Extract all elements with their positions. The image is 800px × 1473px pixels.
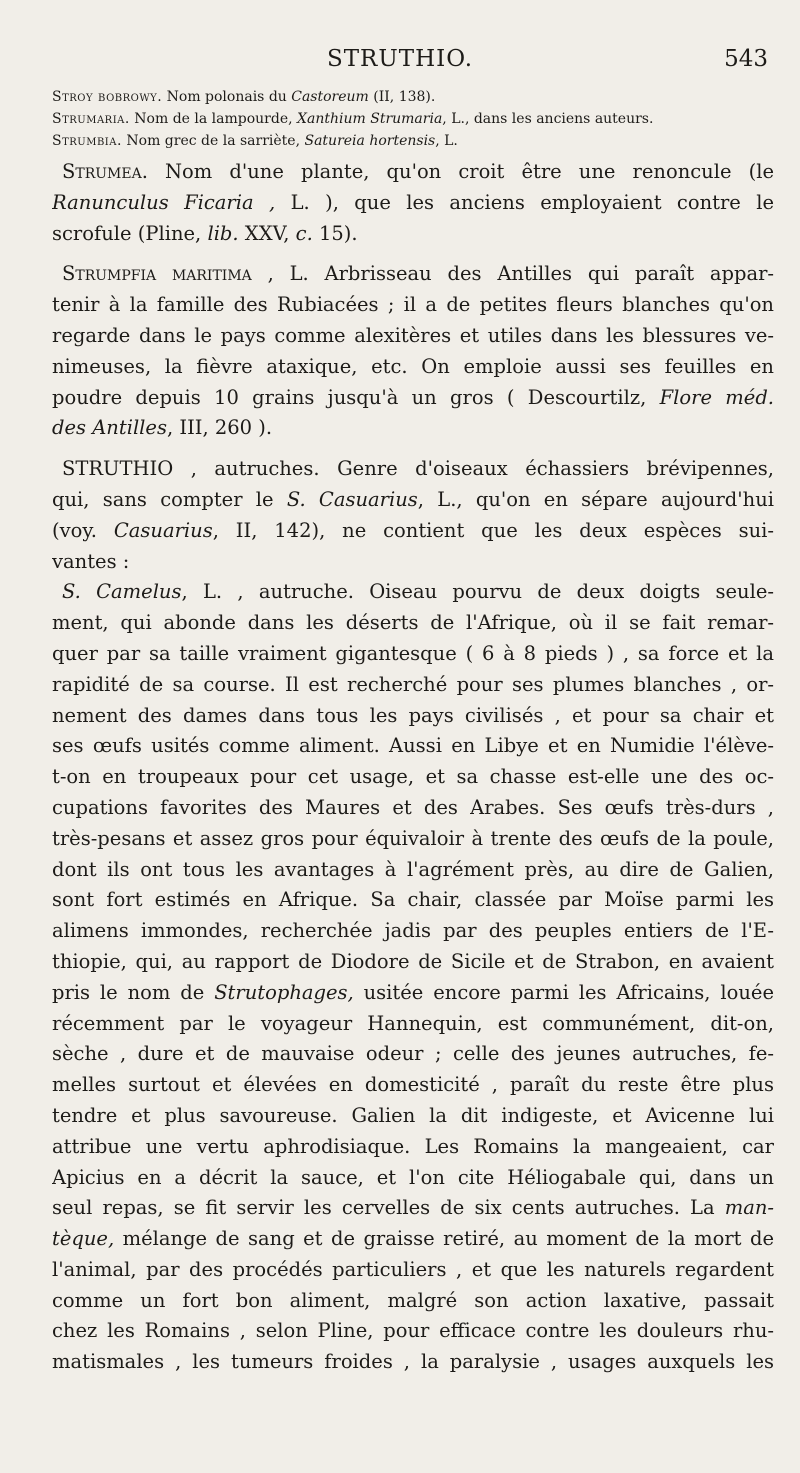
running-title: STRUTHIO. [326, 46, 474, 72]
text-line: ses œufs usités comme aliment. Aussi en Libye et en Numidie l'élève- [52, 734, 774, 758]
entry-ref: , L. [435, 133, 458, 149]
entry-text: Nom de la lampourde, [129, 111, 298, 127]
text-line: qui, sans compter le S. Casuarius, L., qu'on en sépare aujourd'hui [52, 487, 774, 511]
text-line: des Antilles, III, 260 ). [52, 416, 273, 440]
entry-term: Strumaria. [52, 111, 130, 127]
text-line: S. Camelus, L. , autruche. Oiseau pourvu de deux doigts seule- [62, 580, 774, 604]
text-line: quer par sa taille vraiment gigantesque ( 6 à 8 pieds ) , sa force et la [52, 641, 774, 665]
text-line-struthio-heading: STRUTHIO , autruches. Genre d'oiseaux échassiers brévipennes, [62, 457, 774, 481]
dictionary-entry-strumaria [52, 110, 772, 129]
page-header [0, 46, 800, 80]
text-line: sèche , dure et de mauvaise odeur ; celle des jeunes autruches, fe- [52, 1042, 774, 1066]
text-line: rapidité de sa course. Il est recherché pour ses plumes blanches , or- [52, 672, 774, 696]
text-line: tendre et plus savoureuse. Galien la dit indigeste, et Avicenne lui [52, 1103, 774, 1127]
text-line: l'animal, par des procédés particuliers , et que les naturels regardent [52, 1257, 774, 1281]
entry-term-strumea: Strumea. [62, 160, 148, 183]
text-line: thiopie, qui, au rapport de Diodore de Sicile et de Strabon, en avaient [52, 949, 774, 973]
text-line: Strumpfia maritima , L. Arbrisseau des Antilles qui paraît appar- [62, 262, 774, 286]
text-line: pris le nom de Strutophages, usitée encore parmi les Africains, louée [52, 980, 774, 1004]
entry-latin: Satureia hortensis [304, 133, 436, 149]
entry-term: Stroy bobrowy. [52, 89, 163, 105]
text-line: attribue une vertu aphrodisiaque. Les Romains la mangeaient, car [52, 1134, 774, 1158]
main-text [52, 157, 774, 1378]
text-line: très-pesans et assez gros pour équivaloir à trente des œufs de la poule, [52, 826, 774, 850]
text-line: poudre depuis 10 grains jusqu'à un gros ( Descourtilz, Flore méd. [52, 385, 774, 409]
text-line: scrofule (Pline, lib. XXV, c. 15). [52, 221, 358, 245]
dictionary-entry-stroy-bobrowy [52, 88, 772, 107]
text-line: sont fort estimés en Afrique. Sa chair, classée par Moïse parmi les [52, 888, 774, 912]
entry-term: Strumbia. [52, 133, 122, 149]
dictionary-entry-strumbia [52, 132, 772, 151]
text-line: matismales , les tumeurs froides , la paralysie , usages auxquels les [52, 1350, 774, 1374]
text-line: melles surtout et élevées en domesticité , paraît du reste être plus [52, 1073, 774, 1097]
text-line: comme un fort bon aliment, malgré son action laxative, passait [52, 1288, 774, 1312]
text-line: Strumea. Nom d'une plante, qu'on croit être une renoncule (le [62, 160, 774, 183]
text-line: Ranunculus Ficaria , L. ), que les anciens employaient contre le [52, 190, 774, 214]
text-line: récemment par le voyageur Hannequin, est communément, dit-on, [52, 1011, 774, 1035]
entry-ref: (II, 138). [368, 89, 436, 105]
text-line: nement des dames dans tous les pays civilisés , et pour sa chair et [52, 703, 774, 727]
text-line: (voy. Casuarius, II, 142), ne contient que les deux espèces sui- [52, 518, 774, 542]
entry-term-strumpfia: Strumpfia maritima [62, 262, 252, 286]
entry-ref: , L., dans les anciens auteurs. [442, 111, 654, 127]
text-line: tenir à la famille des Rubiacées ; il a de petites fleurs blanches qu'on [52, 293, 774, 317]
text-line: ment, qui abonde dans les déserts de l'Afrique, où il se fait remar- [52, 611, 774, 635]
page-number: 543 [724, 46, 768, 72]
text-line: cupations favorites des Maures et des Arabes. Ses œufs très-durs , [52, 795, 774, 819]
text-line: Apicius en a décrit la sauce, et l'on cite Héliogabale qui, dans un [52, 1165, 774, 1189]
entry-latin: Xanthium Strumaria [297, 111, 443, 127]
text-line: tèque, mélange de sang et de graisse retiré, au moment de la mort de [52, 1227, 774, 1251]
text-line: regarde dans le pays comme alexitères et utiles dans les blessures ve- [52, 323, 774, 347]
text-line: vantes : [52, 549, 130, 573]
text-line: seul repas, se fit servir les cervelles de six cents autruches. La man- [52, 1196, 774, 1220]
entry-text: Nom polonais du [162, 89, 292, 105]
text-line: dont ils ont tous les avantages à l'agrément près, au dire de Galien, [52, 857, 774, 881]
entry-text: Nom grec de la sarriète, [121, 133, 305, 149]
entry-latin: Castoreum [291, 89, 369, 105]
text-line: chez les Romains , selon Pline, pour efficace contre les douleurs rhu- [52, 1319, 774, 1343]
text-line: nimeuses, la fièvre ataxique, etc. On emploie aussi ses feuilles en [52, 354, 774, 378]
text-line: t-on en troupeaux pour cet usage, et sa chasse est-elle une des oc- [52, 765, 774, 789]
text-line: alimens immondes, recherchée jadis par des peuples entiers de l'E- [52, 919, 774, 943]
